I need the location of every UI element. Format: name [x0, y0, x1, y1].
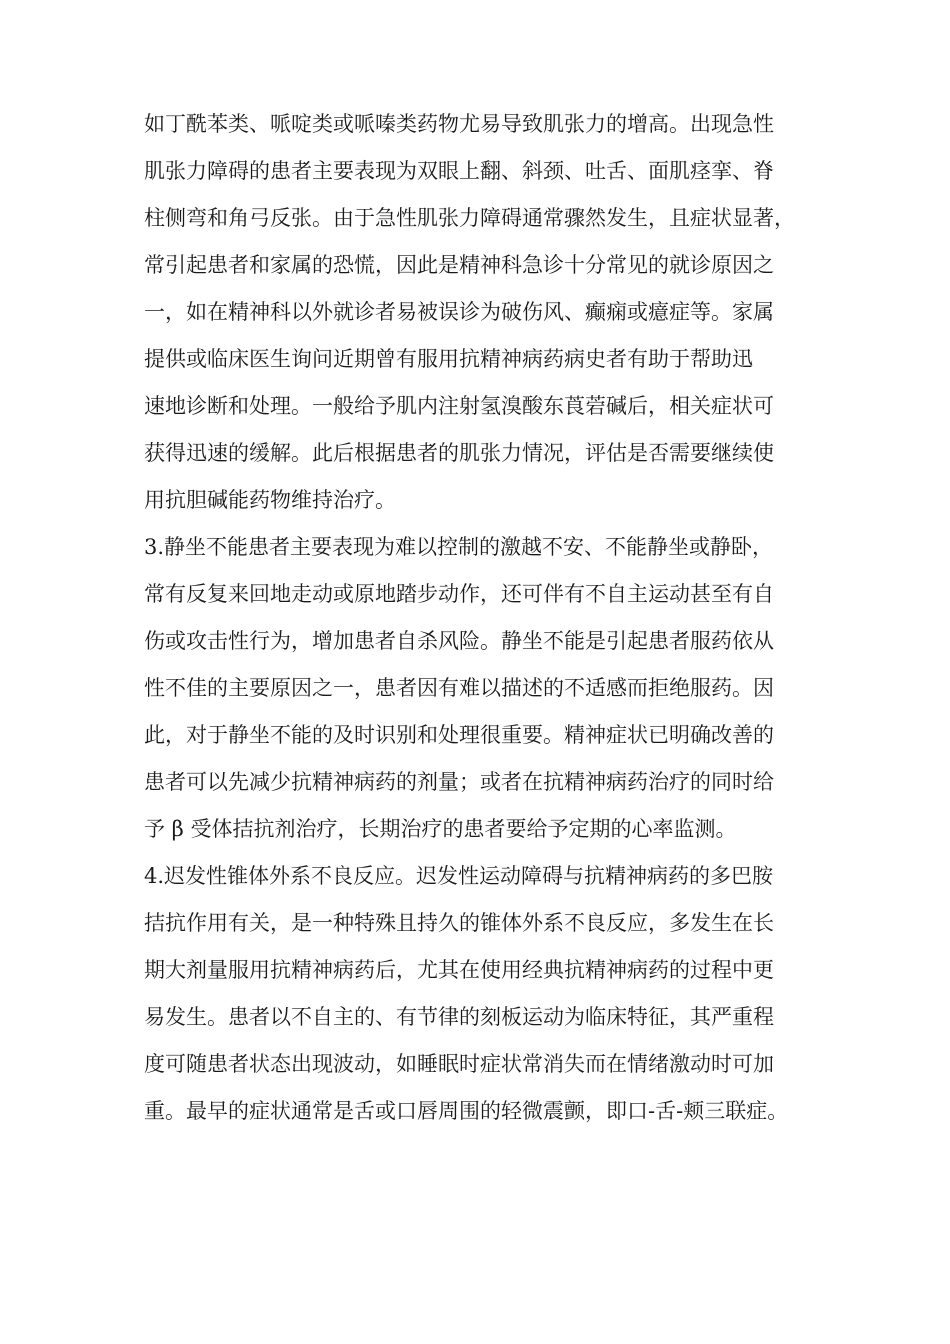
text-line: 度可随患者状态出现波动，如睡眠时症状常消失而在情绪激动时可加: [144, 1052, 774, 1076]
text-line: 常引起患者和家属的恐慌，因此是精神科急诊十分常见的就诊原因之: [144, 253, 774, 277]
text-line: 易发生。患者以不自主的、有节律的刻板运动为临床特征，其严重程: [144, 1005, 774, 1029]
text-line: 提供或临床医生询问近期曾有服用抗精神病药病史者有助于帮助迅: [144, 347, 753, 371]
text-line: 肌张力障碍的患者主要表现为双眼上翻、斜颈、吐舌、面肌痉挛、脊: [144, 159, 774, 183]
text-line: 速地诊断和处理。一般给予肌内注射氢溴酸东莨菪碱后，相关症状可: [144, 394, 774, 418]
text-line: 重。最早的症状通常是舌或口唇周围的轻微震颤，即口-舌-颊三联症。: [144, 1099, 789, 1123]
text-line: 用抗胆碱能药物维持治疗。: [144, 488, 396, 512]
text-line: 期大剂量服用抗精神病药后，尤其在使用经典抗精神病药的过程中更: [144, 958, 774, 982]
text-line: 患者可以先减少抗精神病药的剂量；或者在抗精神病药治疗的同时给: [144, 770, 774, 794]
text-line: 性不佳的主要原因之一，患者因有难以描述的不适感而拒绝服药。因: [144, 676, 774, 700]
text-line: 一，如在精神科以外就诊者易被误诊为破伤风、癫痫或癔症等。家属: [144, 300, 774, 324]
text-line: 予 β 受体拮抗剂治疗，长期治疗的患者要给予定期的心率监测。: [144, 817, 737, 841]
text-line: 伤或攻击性行为，增加患者自杀风险。静坐不能是引起患者服药依从: [144, 629, 774, 653]
text-line: 获得迅速的缓解。此后根据患者的肌张力情况，评估是否需要继续使: [144, 441, 774, 465]
text-line: 常有反复来回地走动或原地踏步动作，还可伴有不自主运动甚至有自: [144, 582, 774, 606]
text-line: 此，对于静坐不能的及时识别和处理很重要。精神症状已明确改善的: [144, 723, 774, 747]
text-line: 如丁酰苯类、哌啶类或哌嗪类药物尤易导致肌张力的增高。出现急性: [144, 112, 774, 136]
text-line: 拮抗作用有关，是一种特殊且持久的锥体外系不良反应，多发生在长: [144, 911, 774, 935]
numbered-paragraph-3-start: 3.静坐不能患者主要表现为难以控制的激越不安、不能静坐或静卧，: [144, 535, 774, 559]
text-line: 柱侧弯和角弓反张。由于急性肌张力障碍通常骤然发生，且症状显著，: [144, 206, 795, 230]
numbered-paragraph-4-start: 4.迟发性锥体外系不良反应。迟发性运动障碍与抗精神病药的多巴胺: [144, 864, 774, 888]
